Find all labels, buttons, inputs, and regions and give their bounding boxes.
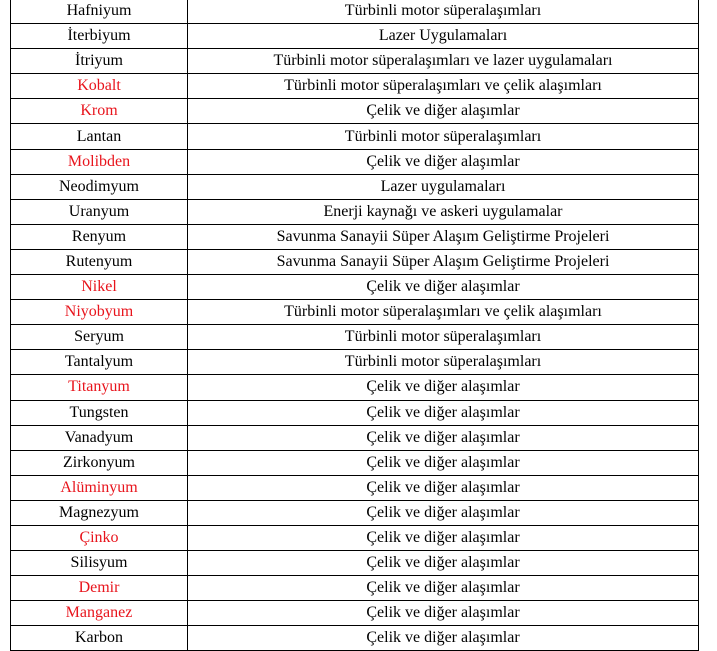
- usage-cell: Çelik ve diğer alaşımlar: [188, 375, 699, 400]
- usage-cell: Lazer uygulamaları: [188, 174, 699, 199]
- element-name-cell: Çinko: [11, 525, 188, 550]
- element-name-cell: Seryum: [11, 325, 188, 350]
- usage-cell: Çelik ve diğer alaşımlar: [188, 450, 699, 475]
- table-row: [11, 74, 699, 99]
- element-name-cell: Niyobyum: [11, 300, 188, 325]
- element-name-cell: Lantan: [11, 124, 188, 149]
- table-row: [11, 300, 699, 325]
- table-row: [11, 350, 699, 375]
- usage-cell: Türbinli motor süperalaşımları ve çelik alaşımları: [188, 74, 699, 99]
- element-name-cell: Nikel: [11, 275, 188, 300]
- usage-cell: Çelik ve diğer alaşımlar: [188, 400, 699, 425]
- usage-cell: Savunma Sanayii Süper Alaşım Geliştirme Projeleri: [188, 249, 699, 274]
- usage-cell: Çelik ve diğer alaşımlar: [188, 425, 699, 450]
- element-name-cell: Molibden: [11, 149, 188, 174]
- usage-cell: Çelik ve diğer alaşımlar: [188, 551, 699, 576]
- table-row: [11, 174, 699, 199]
- usage-cell: Çelik ve diğer alaşımlar: [188, 149, 699, 174]
- usage-cell: Türbinli motor süperalaşımları: [188, 350, 699, 375]
- element-name-cell: Tantalyum: [11, 350, 188, 375]
- table-row: [11, 626, 699, 651]
- element-name-cell: Hafniyum: [11, 0, 188, 24]
- usage-cell: Türbinli motor süperalaşımları: [188, 0, 699, 24]
- element-name-cell: Manganez: [11, 601, 188, 626]
- usage-cell: Çelik ve diğer alaşımlar: [188, 525, 699, 550]
- element-name-cell: İterbiyum: [11, 24, 188, 49]
- usage-cell: Türbinli motor süperalaşımları: [188, 124, 699, 149]
- table-row: [11, 49, 699, 74]
- element-name-cell: Kobalt: [11, 74, 188, 99]
- table-body: [11, 0, 699, 651]
- usage-cell: Türbinli motor süperalaşımları: [188, 325, 699, 350]
- element-name-cell: Magnezyum: [11, 500, 188, 525]
- table-row: [11, 275, 699, 300]
- element-name-cell: Renyum: [11, 224, 188, 249]
- table-row: [11, 576, 699, 601]
- table-row: [11, 551, 699, 576]
- element-name-cell: Zirkonyum: [11, 450, 188, 475]
- element-name-cell: Uranyum: [11, 199, 188, 224]
- table-row: [11, 325, 699, 350]
- usage-cell: Çelik ve diğer alaşımlar: [188, 576, 699, 601]
- usage-cell: Türbinli motor süperalaşımları ve lazer uygulamaları: [188, 49, 699, 74]
- table-row: [11, 525, 699, 550]
- table-row: [11, 425, 699, 450]
- element-name-cell: Alüminyum: [11, 475, 188, 500]
- usage-cell: Çelik ve diğer alaşımlar: [188, 99, 699, 124]
- elements-table: [10, 0, 699, 651]
- table-row: [11, 99, 699, 124]
- table-row: [11, 149, 699, 174]
- table-row: [11, 475, 699, 500]
- usage-cell: Çelik ve diğer alaşımlar: [188, 626, 699, 651]
- table-row: [11, 249, 699, 274]
- usage-cell: Enerji kaynağı ve askeri uygulamalar: [188, 199, 699, 224]
- table-row: [11, 124, 699, 149]
- usage-cell: Lazer Uygulamaları: [188, 24, 699, 49]
- table-row: [11, 24, 699, 49]
- element-name-cell: Demir: [11, 576, 188, 601]
- element-name-cell: Tungsten: [11, 400, 188, 425]
- element-name-cell: Silisyum: [11, 551, 188, 576]
- element-name-cell: İtriyum: [11, 49, 188, 74]
- table-row: [11, 224, 699, 249]
- usage-cell: Çelik ve diğer alaşımlar: [188, 275, 699, 300]
- table-row: [11, 400, 699, 425]
- element-name-cell: Titanyum: [11, 375, 188, 400]
- table-row: [11, 450, 699, 475]
- usage-cell: Türbinli motor süperalaşımları ve çelik alaşımları: [188, 300, 699, 325]
- usage-cell: Çelik ve diğer alaşımlar: [188, 475, 699, 500]
- element-name-cell: Neodimyum: [11, 174, 188, 199]
- usage-cell: Çelik ve diğer alaşımlar: [188, 500, 699, 525]
- table-row: [11, 375, 699, 400]
- element-name-cell: Rutenyum: [11, 249, 188, 274]
- element-name-cell: Vanadyum: [11, 425, 188, 450]
- usage-cell: Çelik ve diğer alaşımlar: [188, 601, 699, 626]
- element-name-cell: Karbon: [11, 626, 188, 651]
- table-row: [11, 199, 699, 224]
- element-name-cell: Krom: [11, 99, 188, 124]
- usage-cell: Savunma Sanayii Süper Alaşım Geliştirme Projeleri: [188, 224, 699, 249]
- table-row: [11, 500, 699, 525]
- table-row: [11, 601, 699, 626]
- table-row: [11, 0, 699, 24]
